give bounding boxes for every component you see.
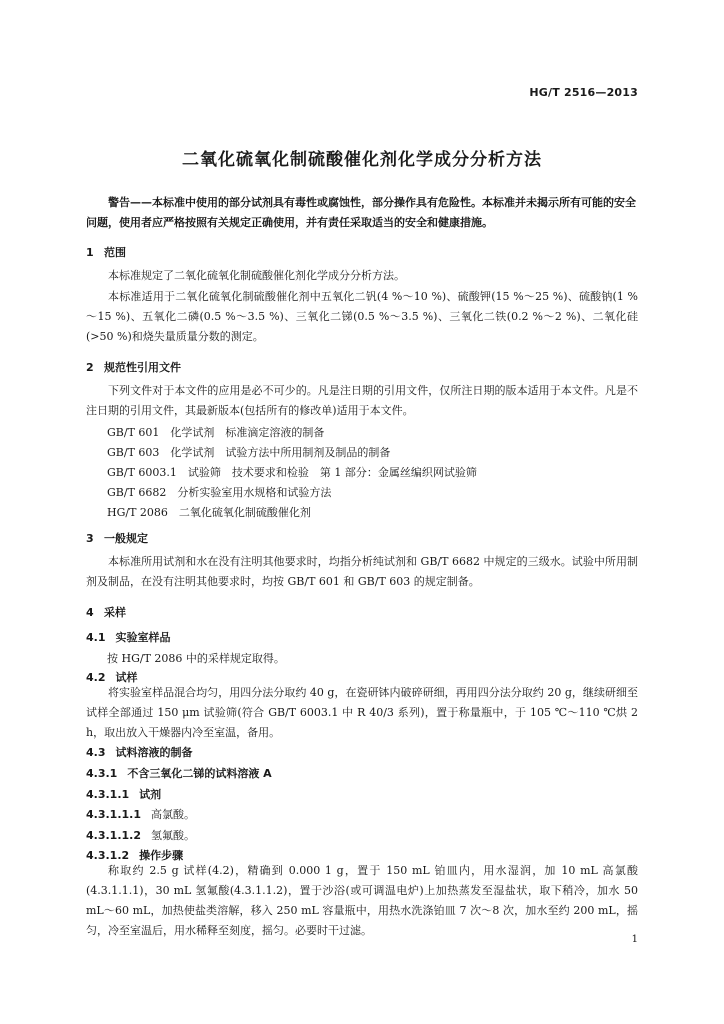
subsection-title: 试料溶液的制备 (115, 746, 193, 759)
section-1-heading (86, 244, 126, 260)
subsection-title: 不含三氧化二锑的试料溶液 A (127, 767, 272, 780)
subsection-number: 4.3.1.1.1 (86, 808, 141, 821)
subsection-4-1-heading (86, 629, 171, 645)
subsection-text: 高氯酸。 (150, 808, 195, 821)
standard-number: HG/T 2516—2013 (529, 86, 638, 99)
section-number: 2 (86, 361, 94, 374)
subsection-4-3-1-2-paragraph: 称取约 2.5 g 试样(4.2)，精确到 0.000 1 g，置于 150 mL 铂皿内，用水湿润，加 10 mL 高氯酸(4.3.1.1.1)，30 mL 氢氟酸(4.3.1.1.2)，置于沙浴(或可调温电炉)上加热蒸发至湿盐状，取下稍冷，加水 50 mL～60 mL，加热使盐类溶解，移入 250 mL 容量瓶中，用热水洗涤铂皿 7 次～8 次，加水至约 200 mL，摇匀，冷至室温后，用水稀释至刻度，摇匀。必要时干过滤。 (86, 864, 638, 937)
page-number: 1 (631, 934, 638, 945)
section-4-heading (86, 604, 126, 620)
reference-item: GB/T 603 化学试剂 试验方法中所用制剂及制品的制备 (107, 446, 391, 459)
subsection-number: 4.1 (86, 631, 106, 644)
reference-item: GB/T 6003.1 试验筛 技术要求和检验 第 1 部分：金属丝编织网试验筛 (107, 466, 477, 479)
subsection-title: 操作步骤 (139, 849, 184, 862)
reference-item: GB/T 601 化学试剂 标准滴定溶液的制备 (107, 426, 325, 439)
subsection-number: 4.3 (86, 746, 106, 759)
reference-item: HG/T 2086 二氧化硫氧化制硫酸催化剂 (107, 506, 311, 519)
subsection-4-3-1-heading (86, 765, 272, 781)
section-1-paragraph-1: 本标准规定了二氧化硫氧化制硫酸催化剂化学成分分析方法。 (108, 269, 405, 282)
subsection-number: 4.2 (86, 671, 106, 684)
subsection-4-1-text: 按 HG/T 2086 中的采样规定取得。 (107, 652, 285, 665)
subsection-4-2-paragraph: 将实验室样品混合均匀，用四分法分取约 40 g，在瓷研钵内破碎研细，再用四分法分取约 20 g，继续研细至试样全部通过 150 μm 试验筛(符合 GB/T 6003.1 中 R 40/3 系列)，置于称量瓶中，于 105 ℃～110 ℃烘 2 h，取出放入干燥器内冷至室温，备用。 (86, 686, 638, 739)
subsection-number: 4.3.1.1.2 (86, 829, 141, 842)
section-number: 4 (86, 606, 94, 619)
section-3-heading (86, 530, 148, 546)
section-number: 1 (86, 246, 94, 259)
subsection-4-3-heading (86, 744, 193, 760)
section-number: 3 (86, 532, 94, 545)
subsection-4-3-1-1-2 (86, 827, 195, 843)
subsection-title: 试剂 (139, 788, 162, 801)
section-title: 规范性引用文件 (104, 361, 181, 374)
section-title: 一般规定 (104, 532, 148, 545)
subsection-4-3-1-1-heading (86, 786, 161, 802)
section-2-heading (86, 359, 181, 375)
section-3-paragraph: 本标准所用试剂和水在没有注明其他要求时，均指分析纯试剂和 GB/T 6682 中规定的三级水。试验中所用制剂及制品，在没有注明其他要求时，均按 GB/T 601 和 GB/T 603 的规定制备。 (86, 555, 638, 588)
reference-item: GB/T 6682 分析实验室用水规格和试验方法 (107, 486, 332, 499)
subsection-title: 试样 (115, 671, 138, 684)
subsection-title: 实验室样品 (115, 631, 171, 644)
warning-paragraph: 警告——本标准中使用的部分试剂具有毒性或腐蚀性，部分操作具有危险性。本标准并未揭示所有可能的安全问题，使用者应严格按照有关规定正确使用，并有责任采取适当的安全和健康措施。 (86, 196, 636, 229)
section-title: 范围 (104, 246, 126, 259)
subsection-4-3-1-1-1 (86, 806, 195, 822)
section-title: 采样 (104, 606, 126, 619)
subsection-number: 4.3.1.1 (86, 788, 130, 801)
section-1-paragraph-2: 本标准适用于二氧化硫氧化制硫酸催化剂中五氧化二钒(4 %～10 %)、硫酸钾(15 %～25 %)、硫酸钠(1 %～15 %)、五氧化二磷(0.5 %～3.5 %)、三氧化二锑(0.5 %～3.5 %)、三氧化二铁(0.2 %～2 %)、二氧化硅(>50 %)和烧失量质量分数的测定。 (86, 290, 638, 343)
document-title: 二氧化硫氧化制硫酸催化剂化学成分分析方法 (182, 150, 542, 170)
subsection-text: 氢氟酸。 (150, 829, 195, 842)
subsection-number: 4.3.1.2 (86, 849, 130, 862)
subsection-number: 4.3.1 (86, 767, 118, 780)
section-2-paragraph: 下列文件对于本文件的应用是必不可少的。凡是注日期的引用文件，仅所注日期的版本适用于本文件。凡是不注日期的引用文件，其最新版本(包括所有的修改单)适用于本文件。 (86, 384, 638, 417)
